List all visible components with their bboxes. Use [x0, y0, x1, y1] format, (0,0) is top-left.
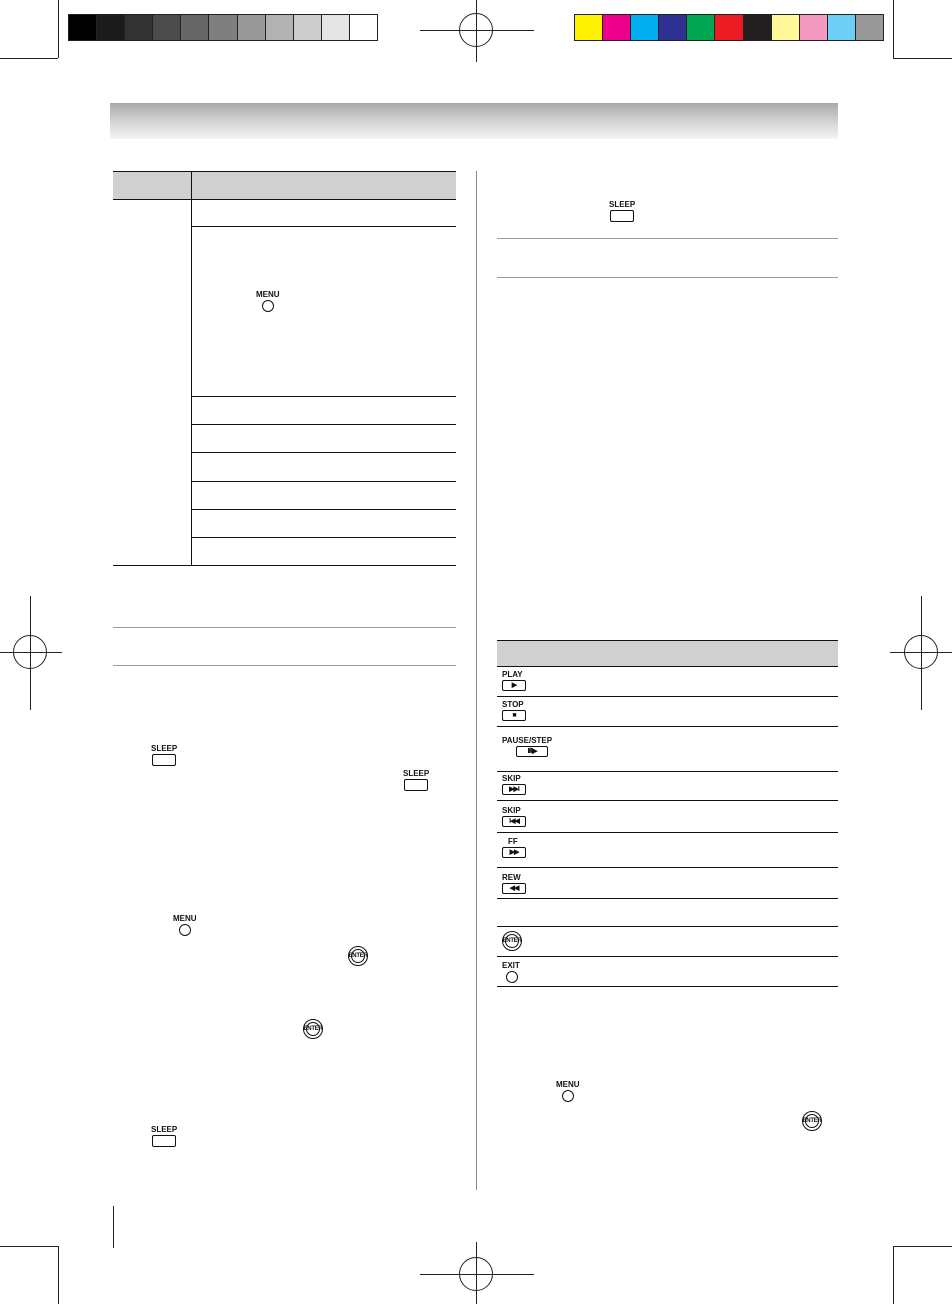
pause-step-button-icon: PAUSE/STEP II/II▶ — [502, 736, 553, 755]
menu-button-icon: MENU — [256, 290, 280, 312]
calibration-swatch — [294, 15, 322, 40]
crop-mark — [58, 0, 59, 58]
crop-mark — [893, 0, 894, 58]
table-row-divider — [497, 726, 838, 727]
page-footer-rule — [113, 1206, 114, 1248]
calibration-swatch — [266, 15, 294, 40]
section-rule — [497, 277, 838, 278]
exit-button-icon: EXIT — [502, 961, 520, 983]
calibration-swatch — [715, 15, 743, 40]
calibration-swatch — [772, 15, 800, 40]
calibration-swatch — [687, 15, 715, 40]
menu-button-icon: MENU — [556, 1080, 580, 1102]
section-rule — [497, 238, 838, 239]
calibration-swatch — [322, 15, 350, 40]
color-calibration-bar — [574, 14, 884, 41]
table-row-divider — [191, 481, 456, 482]
calibration-swatch — [181, 15, 209, 40]
table-row-divider — [191, 226, 456, 227]
table-row-divider — [497, 956, 838, 957]
section-rule — [113, 665, 456, 666]
table-row-divider — [497, 832, 838, 833]
fast-forward-button-icon: FF ▶▶ — [502, 837, 526, 858]
calibration-swatch — [125, 15, 153, 40]
enter-button-icon: ENTER — [802, 1111, 822, 1131]
play-button-icon: PLAY ▶ — [502, 670, 526, 691]
playback-table-header — [497, 640, 838, 666]
crop-mark — [0, 1246, 58, 1247]
registration-circle-icon — [13, 635, 47, 669]
table-row-divider — [191, 537, 456, 538]
settings-table — [113, 171, 456, 566]
sleep-button-icon: SLEEP — [609, 200, 635, 222]
sleep-button-icon: SLEEP — [151, 1125, 177, 1147]
calibration-swatch — [575, 15, 603, 40]
table-row-divider — [191, 452, 456, 453]
section-rule — [113, 627, 456, 628]
table-row-divider — [497, 771, 838, 772]
calibration-swatch — [800, 15, 828, 40]
calibration-swatch — [631, 15, 659, 40]
calibration-swatch — [659, 15, 687, 40]
calibration-swatch — [209, 15, 237, 40]
rewind-button-icon: REW ◀◀ — [502, 873, 526, 894]
calibration-swatch — [153, 15, 181, 40]
calibration-swatch — [238, 15, 266, 40]
calibration-swatch — [350, 15, 377, 40]
table-row-divider — [497, 898, 838, 899]
registration-circle-icon — [459, 1257, 493, 1291]
menu-button-icon: MENU — [173, 914, 197, 936]
table-row-divider — [191, 509, 456, 510]
enter-button-icon: ENTER — [348, 946, 368, 966]
table-row-divider — [191, 424, 456, 425]
calibration-swatch — [603, 15, 631, 40]
enter-button-icon: ENTER — [303, 1019, 323, 1039]
crop-mark — [58, 1246, 59, 1304]
table-row-divider — [497, 867, 838, 868]
skip-back-button-icon: SKIP I◀◀ — [502, 806, 526, 827]
registration-circle-icon — [904, 635, 938, 669]
stop-button-icon: STOP ■ — [502, 700, 526, 721]
crop-mark — [893, 58, 952, 59]
crop-mark — [0, 58, 58, 59]
calibration-swatch — [828, 15, 856, 40]
calibration-swatch — [97, 15, 125, 40]
crop-mark — [893, 1246, 952, 1247]
crop-mark — [893, 1246, 894, 1304]
section-header-band — [110, 103, 838, 139]
table-header — [113, 171, 456, 199]
table-row-divider — [497, 800, 838, 801]
column-divider — [476, 171, 477, 1190]
table-row-divider — [497, 696, 838, 697]
sleep-button-icon: SLEEP — [151, 744, 177, 766]
table-row-divider — [191, 396, 456, 397]
calibration-swatch — [856, 15, 883, 40]
table-row-divider — [497, 926, 838, 927]
calibration-swatch — [69, 15, 97, 40]
sleep-button-icon: SLEEP — [403, 769, 429, 791]
calibration-swatch — [744, 15, 772, 40]
registration-circle-icon — [459, 13, 493, 47]
enter-button-icon: ENTER — [502, 931, 522, 951]
grayscale-calibration-bar — [68, 14, 378, 41]
skip-forward-button-icon: SKIP ▶▶I — [502, 774, 526, 795]
